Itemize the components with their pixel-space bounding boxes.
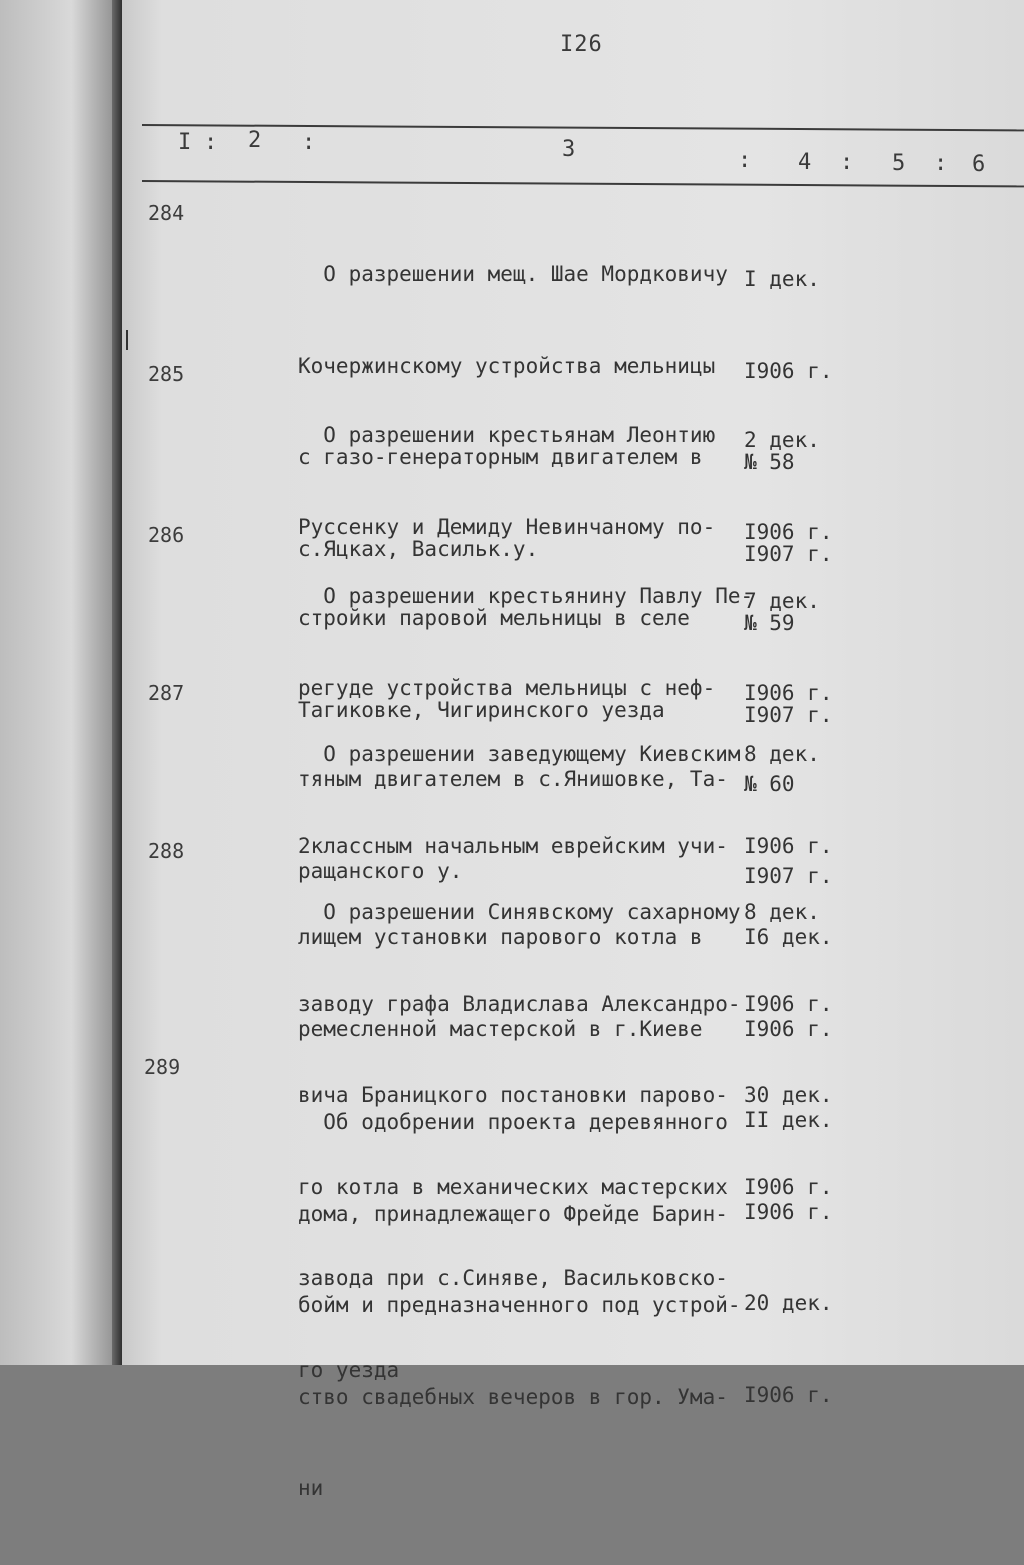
description-line: го уезда bbox=[298, 1357, 400, 1382]
date-line: I906 г. bbox=[744, 519, 833, 544]
description-line: О разрешении крестьянам Леонтию bbox=[298, 423, 716, 447]
column-header-6: 6 bbox=[972, 152, 986, 177]
date-line: I907 г. bbox=[744, 863, 833, 888]
column-header-5: 5 bbox=[892, 151, 906, 176]
column-separator: : bbox=[934, 151, 948, 176]
entry-number: 284 bbox=[148, 201, 185, 225]
description-line: О разрешении заведующему Киевским bbox=[298, 742, 741, 766]
date-line: I дек. bbox=[744, 267, 820, 291]
date-line: 8 дек. bbox=[744, 742, 820, 766]
page-number: I26 bbox=[560, 32, 603, 57]
description-line: ращанского у. bbox=[298, 858, 463, 883]
entry-dates bbox=[744, 1044, 833, 1471]
entry-number: 289 bbox=[144, 1055, 181, 1079]
description-line: дома, принадлежащего Фрейде Барин- bbox=[298, 1201, 728, 1226]
header-top-rule bbox=[142, 124, 1024, 131]
description-line: лищем установки парового котла в bbox=[298, 925, 703, 949]
date-line: I906 г. bbox=[744, 680, 833, 705]
column-header-2: 2 bbox=[248, 128, 262, 153]
column-header-3: 3 bbox=[562, 137, 576, 162]
entry-number: 288 bbox=[148, 839, 185, 863]
date-line: I907 г. bbox=[744, 541, 833, 566]
date-line: 2 дек. bbox=[744, 428, 820, 452]
entry-description bbox=[298, 1046, 753, 1565]
header-bottom-rule bbox=[142, 180, 1024, 187]
date-line: № 59 bbox=[744, 611, 795, 635]
date-line: 8 дек. bbox=[744, 900, 820, 924]
date-line: I906 г. bbox=[744, 1199, 833, 1224]
description-line: го котла в механических мастерских bbox=[298, 1174, 728, 1199]
description-line: завода при с.Синяве, Васильковско- bbox=[298, 1266, 728, 1290]
date-line: I906 г. bbox=[744, 1382, 833, 1407]
column-separator: : bbox=[204, 130, 218, 155]
description-line: ремесленной мастерской в г.Киеве bbox=[298, 1016, 703, 1041]
column-header-4: 4 bbox=[798, 150, 812, 175]
description-line: вича Браницкого постановки парово- bbox=[298, 1083, 728, 1107]
column-separator: : bbox=[840, 150, 854, 175]
date-line: I906 г. bbox=[744, 1016, 833, 1041]
entry-number: 285 bbox=[148, 362, 185, 386]
date-line: 30 дек. bbox=[744, 1083, 833, 1107]
description-line: 2классным начальным еврейским учи- bbox=[298, 833, 728, 858]
description-line: О разрешении мещ. Шае Мордковичу bbox=[298, 262, 728, 286]
date-line: I906 г. bbox=[744, 1174, 833, 1199]
document-page bbox=[122, 0, 1024, 1500]
date-line: II дек. bbox=[744, 1108, 833, 1132]
date-line: I906 г. bbox=[744, 358, 833, 383]
description-line: Тагиковке, Чигиринского уезда bbox=[298, 697, 665, 722]
date-line: № 60 bbox=[744, 772, 795, 796]
description-line: Руссенку и Демиду Невинчаному по- bbox=[298, 514, 716, 539]
column-separator: : bbox=[738, 148, 752, 173]
left-page-edge bbox=[0, 0, 130, 1365]
entry-number: 287 bbox=[148, 681, 185, 705]
description-line: регуде устройства мельницы с неф- bbox=[298, 675, 716, 700]
description-line: с газо-генераторным двигателем в bbox=[298, 445, 703, 469]
description-line: ни bbox=[298, 1476, 324, 1500]
description-line: ство свадебных вечеров в гор. Ума- bbox=[298, 1384, 728, 1409]
date-line: I906 г. bbox=[744, 991, 833, 1016]
column-header-1: I bbox=[178, 130, 192, 155]
description-line: О разрешении Синявскому сахарному bbox=[298, 900, 741, 924]
description-line: бойм и предназначенного под устрой- bbox=[298, 1293, 741, 1317]
description-line: Об одобрении проекта деревянного bbox=[298, 1110, 728, 1134]
description-line: стройки паровой мельницы в селе bbox=[298, 606, 690, 630]
date-line: I906 г. bbox=[744, 833, 833, 858]
description-line: Кочержинскому устройства мельницы bbox=[298, 353, 716, 378]
date-line: № 58 bbox=[744, 450, 795, 474]
description-line: заводу графа Владислава Александро- bbox=[298, 991, 741, 1016]
description-line: тяным двигателем в с.Янишовке, Та- bbox=[298, 767, 728, 791]
binding-mark bbox=[122, 330, 128, 350]
column-separator: : bbox=[302, 130, 316, 155]
entry-number: 286 bbox=[148, 523, 185, 547]
description-line: О разрешении крестьянину Павлу Пе- bbox=[298, 584, 754, 608]
description-line: с.Яцках, Васильк.у. bbox=[298, 536, 539, 561]
date-line: 20 дек. bbox=[744, 1291, 833, 1315]
date-line: I6 дек. bbox=[744, 925, 833, 949]
date-line: I907 г. bbox=[744, 702, 833, 727]
date-line: 7 дек. bbox=[744, 589, 820, 613]
